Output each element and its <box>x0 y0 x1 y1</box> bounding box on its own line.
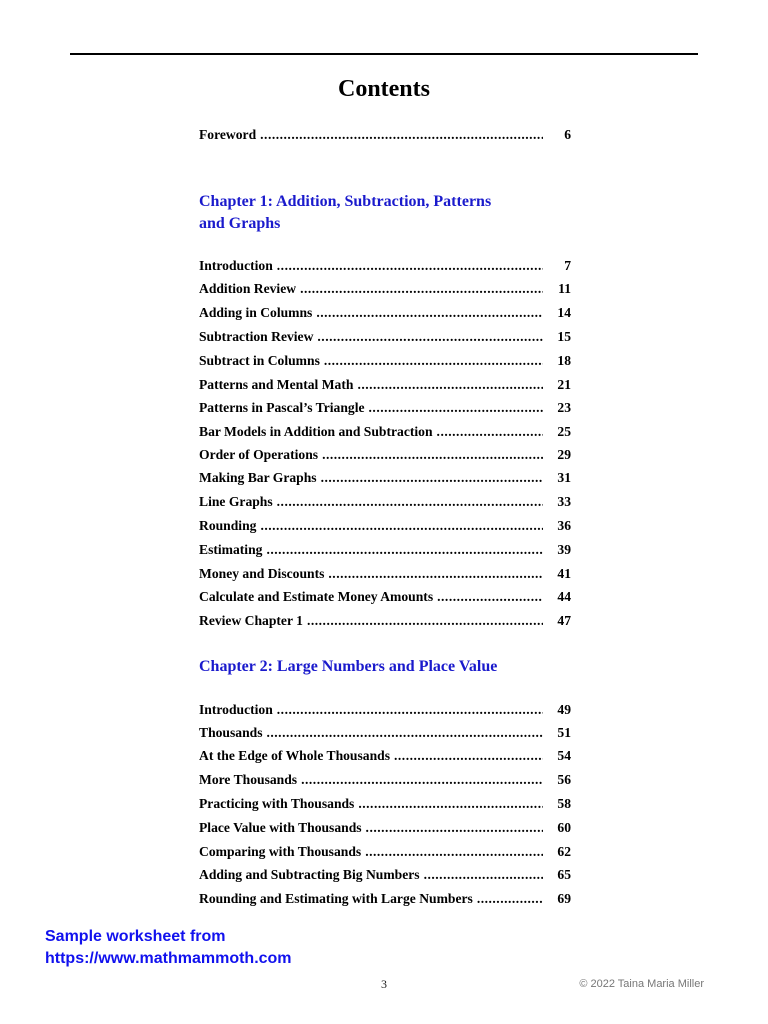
toc-entry-title: Subtraction Review <box>199 329 314 344</box>
toc-leader-dots <box>266 540 543 560</box>
toc-entry-title: Calculate and Estimate Money Amounts <box>199 589 434 604</box>
toc-leader-dots <box>357 375 543 395</box>
toc-leader-dots <box>277 492 543 512</box>
toc-entry-page: 15 <box>557 329 571 344</box>
toc-entry-page: 69 <box>557 891 571 906</box>
toc-entry[interactable] <box>199 468 571 488</box>
sample-url: https://www.mathmammoth.com <box>45 950 292 967</box>
toc-entry[interactable] <box>199 889 571 909</box>
toc-entry-title: Bar Models in Addition and Subtraction <box>199 424 433 439</box>
toc-entry-page: 58 <box>557 796 571 811</box>
toc-leader-dots <box>277 700 543 720</box>
toc-leader-dots <box>369 398 543 418</box>
sample-worksheet-link[interactable] <box>45 926 292 970</box>
toc-leader-dots <box>394 746 543 766</box>
toc-leader-dots <box>365 842 543 862</box>
toc-entry-title: Estimating <box>199 542 263 557</box>
toc-entry-page: 31 <box>557 470 571 485</box>
toc-leader-dots <box>301 770 543 790</box>
toc-leader-dots <box>317 327 543 347</box>
toc-leader-dots <box>321 468 543 488</box>
toc-leader-dots <box>322 445 543 465</box>
toc-entry-page: 25 <box>557 424 571 439</box>
toc-entry-title: Review Chapter 1 <box>199 613 303 628</box>
toc-leader-dots <box>424 865 543 885</box>
toc-entry-page: 7 <box>564 258 571 273</box>
toc-entry-page: 33 <box>557 494 571 509</box>
toc-leader-dots <box>300 279 543 299</box>
toc-leader-dots <box>277 256 543 276</box>
toc-entry-title: Patterns and Mental Math <box>199 377 354 392</box>
toc-entry[interactable] <box>199 818 571 838</box>
toc-entry-title: Introduction <box>199 702 273 717</box>
toc-entry-title: Order of Operations <box>199 447 319 462</box>
toc-entry-page: 60 <box>557 820 571 835</box>
chapter-2-heading[interactable]: Chapter 2: Large Numbers and Place Value <box>199 658 498 675</box>
toc-entry-title: Comparing with Thousands <box>199 844 362 859</box>
toc-entry-title: At the Edge of Whole Thousands <box>199 748 390 763</box>
toc-entry[interactable] <box>199 256 571 276</box>
toc-entry[interactable] <box>199 351 571 371</box>
toc-entry[interactable] <box>199 445 571 465</box>
toc-entry-title: Subtract in Columns <box>199 353 320 368</box>
toc-leader-dots <box>266 723 543 743</box>
toc-entry-page: 54 <box>557 748 571 763</box>
sample-line1: Sample worksheet from <box>45 928 226 945</box>
toc-leader-dots <box>307 611 543 631</box>
toc-entry-title: Introduction <box>199 258 273 273</box>
toc-entry[interactable] <box>199 842 571 862</box>
top-rule <box>70 53 698 55</box>
page-title: Contents <box>337 76 430 102</box>
toc-entry[interactable] <box>199 303 571 323</box>
toc-entry-page: 65 <box>557 867 571 882</box>
toc-entry-title: Foreword <box>199 127 257 142</box>
toc-entry-page: 44 <box>557 589 571 604</box>
toc-leader-dots <box>260 516 543 536</box>
toc-entry[interactable] <box>199 516 571 536</box>
chapter-1-heading[interactable] <box>199 191 571 235</box>
toc-entry[interactable] <box>199 794 571 814</box>
chapter-1-heading-line1: Chapter 1: Addition, Subtraction, Patterns <box>199 193 492 210</box>
toc-entry-page: 41 <box>557 566 571 581</box>
toc-entry-page: 29 <box>557 447 571 462</box>
toc-leader-dots <box>437 587 543 607</box>
toc-entry[interactable] <box>199 422 571 442</box>
toc-entry[interactable] <box>199 770 571 790</box>
toc-entry-title: Thousands <box>199 725 263 740</box>
toc-entry-page: 47 <box>557 613 571 628</box>
toc-entry-page: 23 <box>557 400 571 415</box>
toc-entry[interactable] <box>199 327 571 347</box>
toc-entry-foreword[interactable] <box>199 125 571 145</box>
toc-entry-title: Practicing with Thousands <box>199 796 355 811</box>
toc-entry[interactable] <box>199 723 571 743</box>
copyright-notice: © 2022 Taina Maria Miller <box>579 978 704 990</box>
toc-entry[interactable] <box>199 375 571 395</box>
toc-entry-title: Place Value with Thousands <box>199 820 362 835</box>
toc-entry[interactable] <box>199 279 571 299</box>
toc-leader-dots <box>358 794 543 814</box>
toc-entry[interactable] <box>199 540 571 560</box>
toc-entry[interactable] <box>199 564 571 584</box>
chapter-1-heading-line2: and Graphs <box>199 215 281 232</box>
toc-entry-title: More Thousands <box>199 772 298 787</box>
toc-entry-page: 49 <box>557 702 571 717</box>
toc-entry[interactable] <box>199 492 571 512</box>
toc-entry-title: Making Bar Graphs <box>199 470 317 485</box>
toc-entry-page: 11 <box>558 281 571 296</box>
page-number: 3 <box>381 977 387 991</box>
toc-leader-dots <box>437 422 543 442</box>
toc-entry-page: 18 <box>557 353 571 368</box>
toc-entry[interactable] <box>199 700 571 720</box>
toc-entry-title: Patterns in Pascal’s Triangle <box>199 400 365 415</box>
toc-leader-dots <box>477 889 543 909</box>
toc-entry[interactable] <box>199 587 571 607</box>
toc-entry-page: 6 <box>564 127 571 142</box>
toc-entry-title: Line Graphs <box>199 494 273 509</box>
toc-entry[interactable] <box>199 611 571 631</box>
toc-entry-title: Addition Review <box>199 281 297 296</box>
toc-entry-page: 14 <box>557 305 571 320</box>
toc-entry-title: Rounding and Estimating with Large Numbers <box>199 891 473 906</box>
toc-leader-dots <box>366 818 543 838</box>
toc-entry-title: Rounding <box>199 518 257 533</box>
toc-entry-title: Adding and Subtracting Big Numbers <box>199 867 420 882</box>
toc-leader-dots <box>328 564 543 584</box>
toc-leader-dots <box>324 351 543 371</box>
toc-leader-dots <box>316 303 543 323</box>
toc-entry-page: 62 <box>557 844 571 859</box>
toc-entry[interactable] <box>199 746 571 766</box>
toc-entry-page: 21 <box>557 377 571 392</box>
toc-entry[interactable] <box>199 398 571 418</box>
toc-entry[interactable] <box>199 865 571 885</box>
toc-entry-title: Adding in Columns <box>199 305 313 320</box>
toc-entry-page: 56 <box>557 772 571 787</box>
toc-entry-page: 36 <box>557 518 571 533</box>
toc-leader-dots <box>260 125 543 145</box>
toc-entry-title: Money and Discounts <box>199 566 325 581</box>
toc-entry-page: 39 <box>557 542 571 557</box>
toc-entry-page: 51 <box>557 725 571 740</box>
